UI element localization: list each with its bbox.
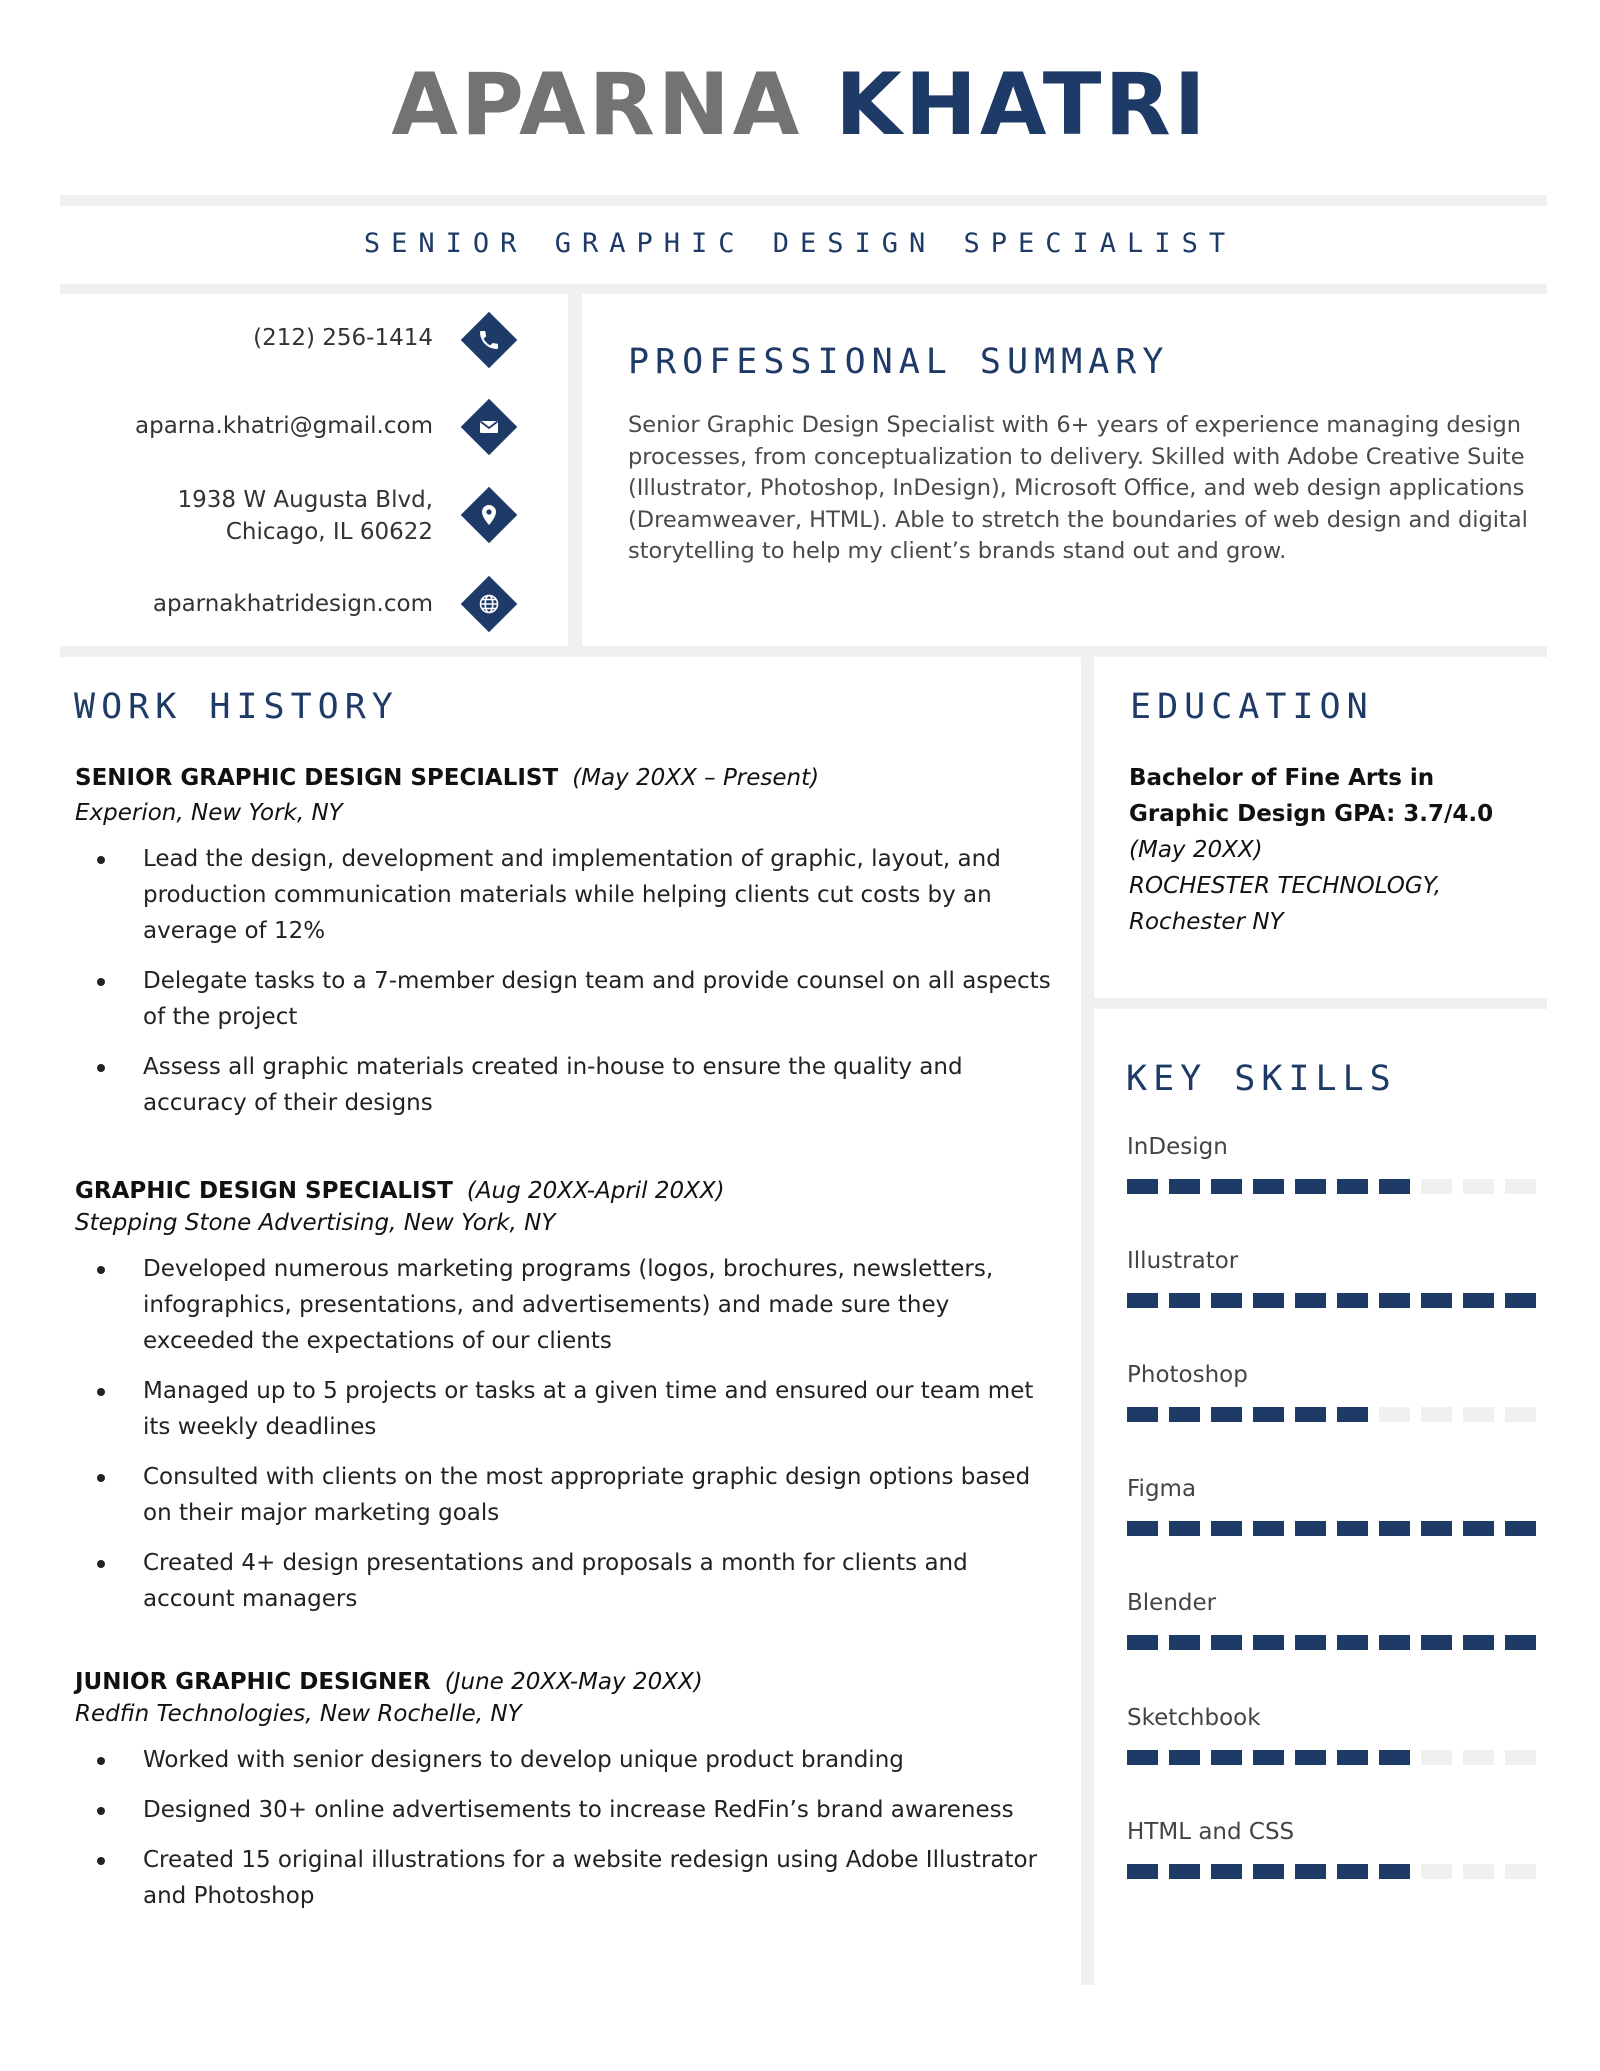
skill-name: Illustrator [1127,1248,1239,1274]
contact-website: aparnakhatridesign.com [152,591,433,617]
skill-segment-filled [1337,1635,1368,1650]
skill-segment-filled [1463,1635,1494,1650]
skill-segment-filled [1295,1407,1326,1422]
list-item: Delegate tasks to a 7-member design team and provide counsel on all aspects of the project [75,963,1065,1035]
map-pin-icon [477,503,501,527]
skill-level-meter [1127,1864,1542,1879]
job-bullets [75,1742,1065,1914]
website-icon-badge [461,576,518,633]
school-line-2: Rochester NY [1129,909,1284,935]
skill-segment-filled [1337,1521,1368,1536]
list-item: Assess all graphic materials created in-house to ensure the quality and accuracy of their designs [75,1049,1065,1121]
skill-segment-filled [1169,1293,1200,1308]
skill-segment-filled [1211,1864,1242,1879]
degree-line-1: Bachelor of Fine Arts in [1129,765,1435,791]
skill-segment-filled [1253,1407,1284,1422]
skill-name: Sketchbook [1127,1705,1261,1731]
job-header [75,762,1065,794]
skill-segment-filled [1211,1179,1242,1194]
skill-segment-filled [1421,1293,1452,1308]
divider-under-title [60,284,1547,294]
skill-segment-empty [1421,1864,1452,1879]
list-item: Worked with senior designers to develop unique product branding [75,1742,1065,1778]
email-icon-badge [461,399,518,456]
skill-segment-filled [1379,1521,1410,1536]
divider-columns-vertical [1081,657,1094,1985]
location-icon-badge [461,487,518,544]
skill-item [1127,1131,1542,1194]
job-bullets [75,1251,1065,1617]
contact-address [178,484,433,548]
skill-segment-filled [1337,1179,1368,1194]
globe-icon [477,592,501,616]
skill-segment-filled [1337,1407,1368,1422]
candidate-name [0,50,1600,160]
skill-segment-empty [1505,1407,1536,1422]
skill-segment-filled [1505,1521,1536,1536]
contact-phone: (212) 256-1414 [253,325,433,351]
divider-top [60,195,1547,206]
skill-item [1127,1587,1542,1650]
skill-segment-filled [1337,1864,1368,1879]
skill-item [1127,1816,1542,1879]
education-heading: EDUCATION [1130,687,1374,727]
job-entry-title: SENIOR GRAPHIC DESIGN SPECIALIST [75,765,559,791]
first-name: APARNA [391,55,803,155]
skill-segment-filled [1211,1521,1242,1536]
skill-segment-filled [1127,1293,1158,1308]
phone-icon [477,328,501,352]
job-entry-title: GRAPHIC DESIGN SPECIALIST [75,1178,453,1204]
skill-segment-filled [1379,1179,1410,1194]
skill-segment-filled [1211,1750,1242,1765]
divider-middle [60,646,1547,657]
skill-segment-filled [1253,1750,1284,1765]
job-entry-dates: (May 20XX – Present) [572,765,820,791]
skill-segment-filled [1127,1179,1158,1194]
list-item: Lead the design, development and implementation of graphic, layout, and production communication materials while helping clients cut costs by an average of 12% [75,841,1065,949]
skill-segment-filled [1295,1635,1326,1650]
skill-item [1127,1245,1542,1308]
skill-segment-empty [1463,1407,1494,1422]
skill-segment-filled [1127,1864,1158,1879]
skill-level-meter [1127,1293,1542,1308]
skill-segment-filled [1295,1179,1326,1194]
skill-segment-filled [1127,1635,1158,1650]
list-item: Designed 30+ online advertisements to increase RedFin’s brand awareness [75,1792,1065,1828]
skill-segment-empty [1421,1407,1452,1422]
skill-segment-empty [1463,1864,1494,1879]
skill-segment-filled [1295,1521,1326,1536]
skill-segment-empty [1379,1407,1410,1422]
address-line-1: 1938 W Augusta Blvd, [177,487,433,513]
phone-icon-badge [461,312,518,369]
job-entry-dates: (June 20XX-May 20XX) [444,1669,703,1695]
skill-segment-filled [1379,1864,1410,1879]
skill-name: Photoshop [1127,1362,1248,1388]
skill-segment-empty [1463,1179,1494,1194]
skill-item [1127,1702,1542,1765]
skill-level-meter [1127,1750,1542,1765]
skill-segment-filled [1169,1750,1200,1765]
skill-segment-filled [1421,1635,1452,1650]
skill-segment-filled [1169,1521,1200,1536]
job-entry-company: Redfin Technologies, New Rochelle, NY [75,1701,522,1727]
summary-text: Senior Graphic Design Specialist with 6+ years of experience managing design processes, from conceptualization to delivery. Skilled with Adobe Creative Suite (Illustrator, Photoshop, InDesign), Microsoft Office, and web design applications (Dreamweaver, HTML). Able to stretch the boundaries of web design and digital storytelling to help my client’s brands stand out and grow. [628,412,1528,564]
skill-segment-filled [1127,1521,1158,1536]
skill-segment-filled [1169,1635,1200,1650]
skill-name: Blender [1127,1590,1217,1616]
skill-level-meter [1127,1407,1542,1422]
skill-segment-filled [1169,1179,1200,1194]
skill-segment-filled [1253,1179,1284,1194]
skill-segment-empty [1421,1750,1452,1765]
skill-segment-filled [1463,1293,1494,1308]
skill-segment-filled [1127,1407,1158,1422]
degree-line-2: Graphic Design GPA: 3.7/4.0 [1129,801,1494,827]
list-item: Developed numerous marketing programs (logos, brochures, newsletters, infographics, presentations, and advertisements) and made sure they exceeded the expectations of our clients [75,1251,1065,1359]
skill-segment-empty [1505,1864,1536,1879]
skill-segment-empty [1421,1179,1452,1194]
skill-segment-filled [1169,1864,1200,1879]
skill-segment-filled [1505,1635,1536,1650]
job-entry-title: JUNIOR GRAPHIC DESIGNER [75,1669,431,1695]
skill-segment-filled [1337,1293,1368,1308]
summary-heading: PROFESSIONAL SUMMARY [628,342,1170,382]
job-entry [75,1666,1065,1928]
skill-segment-empty [1505,1750,1536,1765]
list-item: Consulted with clients on the most appropriate graphic design options based on their major marketing goals [75,1459,1065,1531]
skill-segment-filled [1463,1521,1494,1536]
skill-segment-filled [1211,1407,1242,1422]
envelope-icon [477,415,501,439]
last-name: KHATRI [835,55,1209,155]
skill-segment-filled [1169,1407,1200,1422]
skill-level-meter [1127,1521,1542,1536]
skill-segment-filled [1253,1864,1284,1879]
skill-segment-filled [1253,1635,1284,1650]
skill-segment-filled [1295,1750,1326,1765]
education-date: (May 20XX) [1129,837,1263,863]
divider-right-column [1094,998,1547,1009]
skill-name: HTML and CSS [1127,1819,1295,1845]
job-header [75,1175,1065,1207]
skill-segment-filled [1379,1750,1410,1765]
school-line-1: ROCHESTER TECHNOLOGY, [1129,873,1442,899]
job-entry [75,1175,1065,1631]
address-line-2: Chicago, IL 60622 [225,519,433,545]
skill-name: Figma [1127,1476,1197,1502]
contact-email: aparna.khatri@gmail.com [135,413,433,439]
skill-segment-filled [1127,1750,1158,1765]
skill-level-meter [1127,1635,1542,1650]
list-item: Managed up to 5 projects or tasks at a given time and ensured our team met its weekly deadlines [75,1373,1065,1445]
skill-segment-filled [1379,1293,1410,1308]
skill-segment-filled [1211,1293,1242,1308]
job-bullets [75,841,1065,1121]
job-entry-company: Experion, New York, NY [75,800,343,826]
skill-segment-filled [1421,1521,1452,1536]
skill-segment-filled [1295,1293,1326,1308]
skill-segment-filled [1337,1750,1368,1765]
skill-item [1127,1473,1542,1536]
skill-segment-filled [1211,1635,1242,1650]
job-entry [75,762,1065,1135]
skill-segment-empty [1505,1179,1536,1194]
skill-segment-filled [1253,1293,1284,1308]
list-item: Created 15 original illustrations for a website redesign using Adobe Illustrator and Photoshop [75,1842,1065,1914]
skill-segment-filled [1295,1864,1326,1879]
key-skills-heading: KEY SKILLS [1126,1059,1397,1099]
skill-segment-filled [1505,1293,1536,1308]
skill-item [1127,1359,1542,1422]
job-entry-dates: (Aug 20XX-April 20XX) [466,1178,725,1204]
list-item: Created 4+ design presentations and proposals a month for clients and account managers [75,1545,1065,1617]
education-entry [1129,760,1529,940]
job-title: SENIOR GRAPHIC DESIGN SPECIALIST [363,228,1237,259]
job-header [75,1666,1065,1698]
job-entry-company: Stepping Stone Advertising, New York, NY [75,1210,556,1236]
divider-contact-vertical [568,294,582,648]
skill-level-meter [1127,1179,1542,1194]
skill-segment-filled [1253,1521,1284,1536]
skill-segment-empty [1463,1750,1494,1765]
work-history-heading: WORK HISTORY [74,687,399,727]
skill-name: InDesign [1127,1134,1228,1160]
skill-segment-filled [1379,1635,1410,1650]
